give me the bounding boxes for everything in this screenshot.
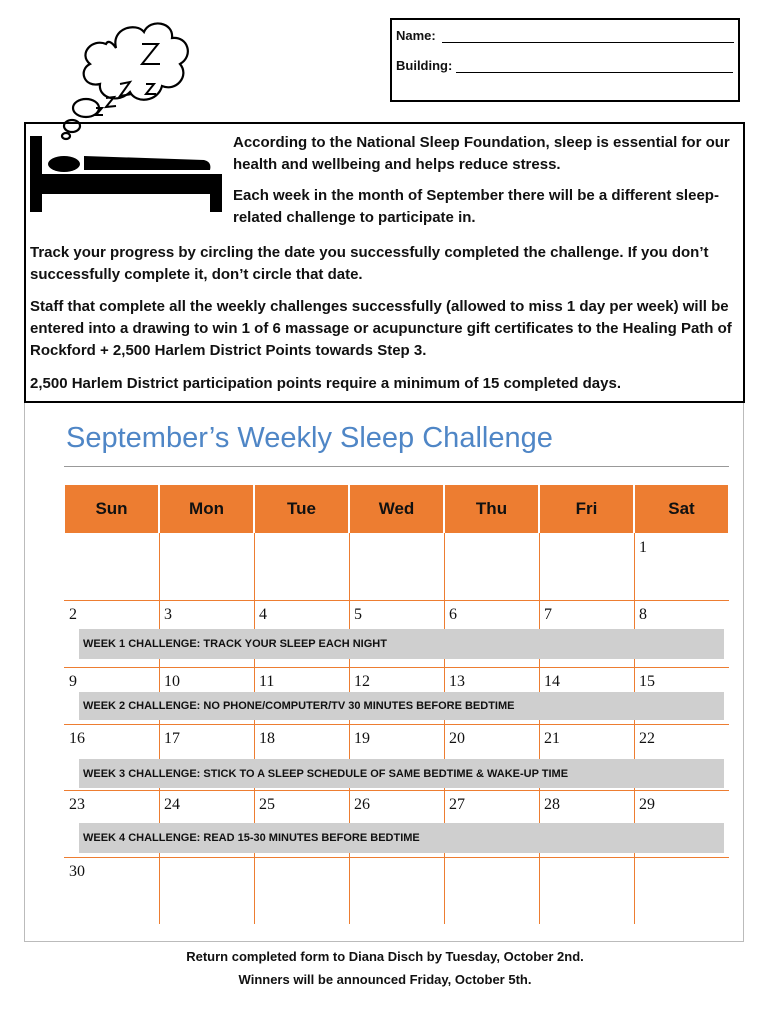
info-paragraph-2: Each week in the month of September there will be a different sleep-related challenge to participate in. bbox=[233, 187, 719, 226]
calendar-day-cell[interactable] bbox=[634, 724, 729, 790]
calendar-day-cell[interactable] bbox=[64, 600, 159, 667]
calendar-day-cell[interactable] bbox=[254, 667, 349, 724]
calendar-day-cell bbox=[634, 857, 729, 924]
calendar-day-cell bbox=[349, 857, 444, 924]
building-field[interactable] bbox=[456, 72, 733, 73]
day-number[interactable]: 5 bbox=[354, 606, 362, 623]
calendar-day-cell[interactable] bbox=[64, 667, 159, 724]
info-paragraph-3: Track your progress by circling the date you successfully completed the challenge. If you don’t successfully complete it, don’t circle that date. bbox=[30, 244, 709, 283]
calendar-day-cell[interactable] bbox=[539, 667, 634, 724]
building-label: Building: bbox=[396, 58, 453, 73]
day-header-wed: Wed bbox=[350, 485, 443, 533]
calendar-day-cell[interactable] bbox=[64, 790, 159, 857]
week-2-challenge: WEEK 2 CHALLENGE: NO PHONE/COMPUTER/TV 30 MINUTES BEFORE BEDTIME bbox=[79, 692, 724, 720]
info-paragraph-5: 2,500 Harlem District participation points require a minimum of 15 completed days. bbox=[30, 375, 621, 392]
day-header-mon: Mon bbox=[160, 485, 253, 533]
day-number[interactable]: 3 bbox=[164, 606, 172, 623]
calendar-day-cell[interactable] bbox=[539, 724, 634, 790]
calendar-day-cell[interactable] bbox=[64, 724, 159, 790]
day-number[interactable]: 26 bbox=[354, 796, 370, 813]
info-box bbox=[24, 122, 745, 403]
calendar-day-cell[interactable] bbox=[159, 667, 254, 724]
info-paragraph-1: According to the National Sleep Foundation, sleep is essential for our health and wellbeing and helps reduce stress. bbox=[233, 134, 730, 173]
calendar-day-cell[interactable] bbox=[634, 533, 729, 600]
day-number[interactable]: 29 bbox=[639, 796, 655, 813]
info-paragraph-4: Staff that complete all the weekly challenges successfully (allowed to miss 1 day per week) will be entered into a drawing to win 1 of 6 massage or acupuncture gift certificates to the Healing Path of Rockford + 2,500 Harlem District Points towards Step 3. bbox=[30, 298, 732, 359]
day-number[interactable]: 27 bbox=[449, 796, 465, 813]
calendar-day-cell[interactable] bbox=[159, 600, 254, 667]
day-number[interactable]: 30 bbox=[69, 863, 85, 880]
day-header-sat: Sat bbox=[635, 485, 728, 533]
week-1-challenge: WEEK 1 CHALLENGE: TRACK YOUR SLEEP EACH NIGHT bbox=[79, 629, 724, 659]
day-number[interactable]: 11 bbox=[259, 673, 275, 690]
day-header-thu: Thu bbox=[445, 485, 538, 533]
day-number[interactable]: 2 bbox=[69, 606, 77, 623]
day-number[interactable]: 23 bbox=[69, 796, 85, 813]
calendar-day-cell[interactable] bbox=[349, 790, 444, 857]
calendar-day-cell bbox=[254, 857, 349, 924]
calendar-day-cell[interactable] bbox=[634, 790, 729, 857]
calendar-day-cell[interactable] bbox=[444, 667, 539, 724]
day-number[interactable]: 4 bbox=[259, 606, 267, 623]
calendar-day-cell[interactable] bbox=[444, 600, 539, 667]
calendar-day-cell bbox=[444, 857, 539, 924]
calendar-day-cell bbox=[159, 533, 254, 600]
day-number[interactable]: 28 bbox=[544, 796, 560, 813]
day-header-tue: Tue bbox=[255, 485, 348, 533]
day-number[interactable]: 16 bbox=[69, 730, 85, 747]
calendar-day-cell bbox=[159, 857, 254, 924]
week-3-challenge: WEEK 3 CHALLENGE: STICK TO A SLEEP SCHEDULE OF SAME BEDTIME & WAKE-UP TIME bbox=[79, 759, 724, 788]
day-header-fri: Fri bbox=[540, 485, 633, 533]
calendar-day-cell[interactable] bbox=[444, 724, 539, 790]
calendar-day-cell[interactable] bbox=[349, 600, 444, 667]
day-number[interactable]: 14 bbox=[544, 673, 560, 690]
name-field[interactable] bbox=[442, 42, 734, 43]
day-number[interactable]: 12 bbox=[354, 673, 370, 690]
day-number[interactable]: 1 bbox=[639, 539, 647, 556]
calendar-day-cell[interactable] bbox=[539, 790, 634, 857]
calendar-day-cell[interactable] bbox=[349, 667, 444, 724]
calendar-day-cell bbox=[539, 857, 634, 924]
day-header-sun: Sun bbox=[65, 485, 158, 533]
day-number[interactable]: 7 bbox=[544, 606, 552, 623]
calendar-day-cell[interactable] bbox=[444, 790, 539, 857]
day-number[interactable]: 6 bbox=[449, 606, 457, 623]
day-number[interactable]: 10 bbox=[164, 673, 180, 690]
calendar-day-cell[interactable] bbox=[254, 724, 349, 790]
title-divider bbox=[64, 466, 729, 467]
day-number[interactable]: 19 bbox=[354, 730, 370, 747]
day-number[interactable]: 24 bbox=[164, 796, 180, 813]
calendar-day-cell bbox=[349, 533, 444, 600]
calendar-day-cell bbox=[254, 533, 349, 600]
calendar-day-cell bbox=[64, 533, 159, 600]
calendar-day-cell bbox=[539, 533, 634, 600]
day-number[interactable]: 8 bbox=[639, 606, 647, 623]
footer-return-note: Return completed form to Diana Disch by Tuesday, October 2nd. bbox=[186, 949, 584, 964]
calendar-day-cell[interactable] bbox=[634, 667, 729, 724]
day-number[interactable]: 9 bbox=[69, 673, 77, 690]
calendar-day-cell[interactable] bbox=[64, 857, 159, 924]
name-building-box bbox=[390, 18, 740, 102]
calendar-day-cell[interactable] bbox=[159, 724, 254, 790]
calendar-day-cell[interactable] bbox=[254, 790, 349, 857]
calendar-day-cell bbox=[444, 533, 539, 600]
day-number[interactable]: 25 bbox=[259, 796, 275, 813]
calendar-day-cell[interactable] bbox=[634, 600, 729, 667]
day-number[interactable]: 17 bbox=[164, 730, 180, 747]
day-number[interactable]: 15 bbox=[639, 673, 655, 690]
calendar-day-cell[interactable] bbox=[539, 600, 634, 667]
day-number[interactable]: 21 bbox=[544, 730, 560, 747]
footer-winners-note: Winners will be announced Friday, October 5th. bbox=[238, 972, 532, 987]
day-number[interactable]: 22 bbox=[639, 730, 655, 747]
day-number[interactable]: 13 bbox=[449, 673, 465, 690]
week-4-challenge: WEEK 4 CHALLENGE: READ 15-30 MINUTES BEFORE BEDTIME bbox=[79, 823, 724, 853]
day-number[interactable]: 18 bbox=[259, 730, 275, 747]
name-label: Name: bbox=[396, 28, 436, 43]
calendar-day-cell[interactable] bbox=[254, 600, 349, 667]
calendar-day-cell[interactable] bbox=[159, 790, 254, 857]
calendar-day-cell[interactable] bbox=[349, 724, 444, 790]
calendar-title: September’s Weekly Sleep Challenge bbox=[66, 422, 553, 454]
day-number[interactable]: 20 bbox=[449, 730, 465, 747]
